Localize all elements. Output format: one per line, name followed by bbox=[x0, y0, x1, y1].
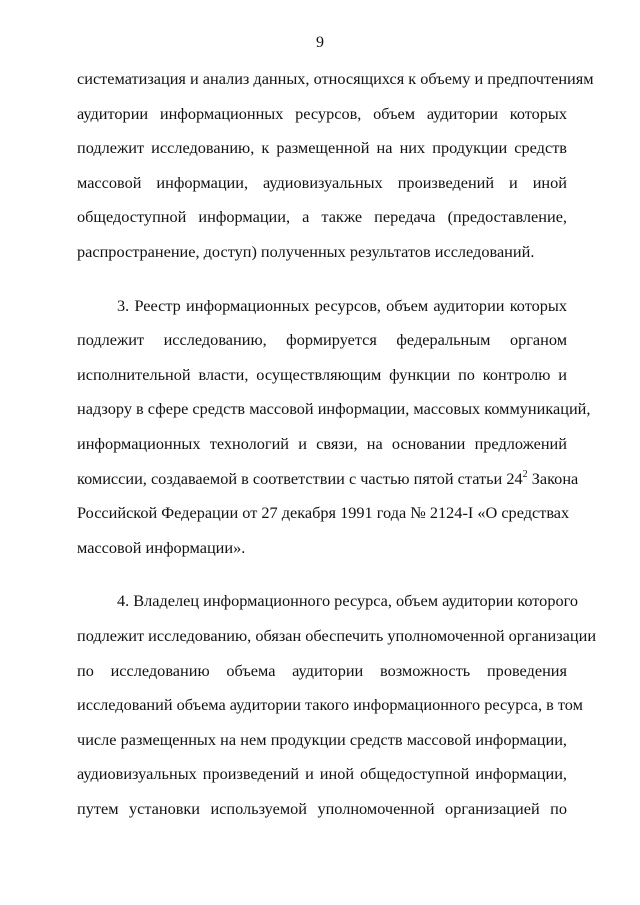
text-line: массовой информации, аудиовизуальных произведений и иной bbox=[77, 172, 567, 192]
text-line: подлежит исследованию, обязан обеспечить уполномоченной организации bbox=[77, 625, 597, 645]
text-line: распространение, доступ) полученных результатов исследований. bbox=[77, 241, 535, 261]
text-line: 4. Владелец информационного ресурса, объем аудитории которого bbox=[117, 591, 579, 611]
text-line: информационных технологий и связи, на основании предложений bbox=[77, 433, 567, 453]
text-line: подлежит исследованию, к размещенной на них продукции средств bbox=[77, 138, 567, 158]
reference-text-tail: Закона bbox=[527, 468, 579, 488]
paragraph-3 bbox=[77, 289, 591, 566]
text-line: надзору в сфере средств массовой информации, массовых коммуникаций, bbox=[77, 399, 591, 419]
text-line: аудиовизуальных произведений и иной общедоступной информации, bbox=[77, 764, 567, 784]
text-line: путем установки используемой уполномоченной организацией по bbox=[77, 798, 567, 818]
text-line: по исследованию объема аудитории возможность проведения bbox=[77, 660, 567, 680]
text-line: Российской Федерации от 27 декабря 1991 года № 2124-I «О средствах bbox=[77, 503, 570, 523]
document-body bbox=[77, 62, 597, 826]
text-line: исследований объема аудитории такого информационного ресурса, в том bbox=[77, 695, 583, 715]
reference-text: комиссии, создаваемой в соответствии с частью пятой статьи 24 bbox=[77, 468, 523, 488]
text-line: исполнительной власти, осуществляющим функции по контролю и bbox=[77, 364, 567, 384]
text-line: подлежит исследованию, формируется федеральным органом bbox=[77, 330, 567, 350]
text-line: аудитории информационных ресурсов, объем аудитории которых bbox=[77, 103, 567, 123]
paragraph-4 bbox=[77, 584, 597, 826]
text-line: массовой информации». bbox=[77, 537, 246, 557]
text-line: систематизация и анализ данных, относящихся к объему и предпочтениям bbox=[77, 69, 594, 88]
article-superscript: 2 bbox=[522, 468, 528, 480]
paragraph-continuation bbox=[77, 62, 594, 270]
text-line: общедоступной информации, а также передача (предоставление, bbox=[77, 207, 567, 227]
page-number: 9 bbox=[316, 34, 324, 51]
text-line: числе размещенных на нем продукции средств массовой информации, bbox=[77, 729, 567, 749]
text-line: 3. Реестр информационных ресурсов, объем аудитории которых bbox=[117, 295, 567, 315]
text-line-with-reference bbox=[77, 462, 579, 497]
